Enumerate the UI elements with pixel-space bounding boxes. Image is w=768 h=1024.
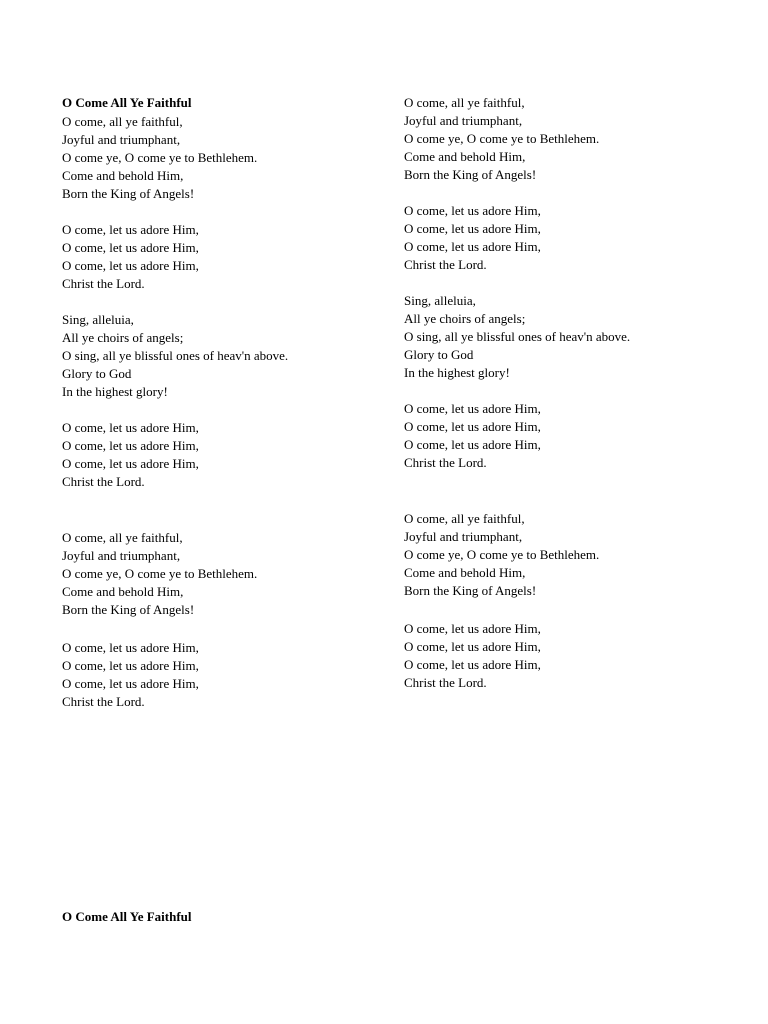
left-stanza-4	[62, 419, 382, 491]
lyric-line: O come, let us adore Him,	[404, 639, 541, 654]
lyric-line: O come, let us adore Him,	[62, 222, 199, 237]
lyric-line: Come and behold Him,	[404, 565, 526, 580]
lyric-line: In the highest glory!	[404, 365, 510, 380]
lyric-line: O come, let us adore Him,	[404, 401, 541, 416]
lyric-line: O come, all ye faithful,	[404, 511, 525, 526]
lyric-line: Come and behold Him,	[62, 584, 184, 599]
lyric-line: O come, let us adore Him,	[62, 658, 199, 673]
lyric-line: Christ the Lord.	[404, 455, 487, 470]
lyric-line: Christ the Lord.	[404, 257, 487, 272]
lyric-line: O come, let us adore Him,	[62, 240, 199, 255]
lyric-line: O come, let us adore Him,	[62, 420, 199, 435]
right-stanza-6	[404, 620, 724, 692]
right-stanza-4	[404, 400, 724, 472]
lyric-line: O come, let us adore Him,	[62, 456, 199, 471]
lyric-line: O come ye, O come ye to Bethlehem.	[404, 547, 600, 562]
lyric-line: O come, let us adore Him,	[404, 221, 541, 236]
lyric-line: O come, let us adore Him,	[404, 239, 541, 254]
left-stanza-1	[62, 113, 382, 203]
right-stanza-5	[404, 510, 724, 600]
lyric-line: O come, let us adore Him,	[404, 621, 541, 636]
left-stanza-5	[62, 529, 382, 619]
lyric-line: Joyful and triumphant,	[404, 113, 523, 128]
lyric-line: Sing, alleluia,	[62, 312, 134, 327]
left-column	[62, 94, 382, 711]
right-stanza-2	[404, 202, 724, 274]
lyric-line: O come, let us adore Him,	[62, 676, 199, 691]
lyric-line: Christ the Lord.	[62, 694, 145, 709]
right-stanza-3	[404, 292, 724, 382]
lyric-line: O come, all ye faithful,	[62, 114, 183, 129]
lyric-line: In the highest glory!	[62, 384, 168, 399]
lyric-line: O come ye, O come ye to Bethlehem.	[404, 131, 600, 146]
lyric-line: Sing, alleluia,	[404, 293, 476, 308]
lyric-line: Joyful and triumphant,	[62, 548, 181, 563]
lyric-line: Christ the Lord.	[404, 675, 487, 690]
lyric-line: Come and behold Him,	[404, 149, 526, 164]
lyric-line: Glory to God	[404, 347, 474, 362]
lyric-line: Christ the Lord.	[62, 276, 145, 291]
lyric-line: Glory to God	[62, 366, 132, 381]
lyric-line: Joyful and triumphant,	[62, 132, 181, 147]
lyric-line: O come, let us adore Him,	[404, 437, 541, 452]
lyric-line: Born the King of Angels!	[62, 186, 195, 201]
lyric-line: O come, all ye faithful,	[62, 530, 183, 545]
lyric-line: O come, all ye faithful,	[404, 95, 525, 110]
left-stanza-2	[62, 221, 382, 293]
lyric-line: Come and behold Him,	[62, 168, 184, 183]
lyric-line: O come, let us adore Him,	[404, 419, 541, 434]
lyric-line: O sing, all ye blissful ones of heav'n above.	[404, 329, 631, 344]
lyric-line: O come, let us adore Him,	[62, 258, 199, 273]
lyric-line: O sing, all ye blissful ones of heav'n above.	[62, 348, 289, 363]
page-title: O Come All Ye Faithful	[62, 95, 192, 110]
lyric-line: O come, let us adore Him,	[404, 657, 541, 672]
lyric-line: Born the King of Angels!	[404, 583, 537, 598]
lyric-line: O come ye, O come ye to Bethlehem.	[62, 566, 258, 581]
lyric-line: Born the King of Angels!	[62, 602, 195, 617]
lyric-line: All ye choirs of angels;	[62, 330, 184, 345]
lyric-line: O come, let us adore Him,	[62, 640, 199, 655]
lyric-line: Christ the Lord.	[62, 474, 145, 489]
lyric-line: Joyful and triumphant,	[404, 529, 523, 544]
lyric-line: O come, let us adore Him,	[62, 438, 199, 453]
right-column	[404, 94, 724, 692]
left-stanza-3	[62, 311, 382, 401]
right-stanza-1	[404, 94, 724, 184]
lyric-line: All ye choirs of angels;	[404, 311, 526, 326]
lyric-line: Born the King of Angels!	[404, 167, 537, 182]
lyric-line: O come, let us adore Him,	[404, 203, 541, 218]
lyric-line: O come ye, O come ye to Bethlehem.	[62, 150, 258, 165]
left-stanza-6	[62, 639, 382, 711]
bottom-page-title: O Come All Ye Faithful	[62, 909, 192, 924]
